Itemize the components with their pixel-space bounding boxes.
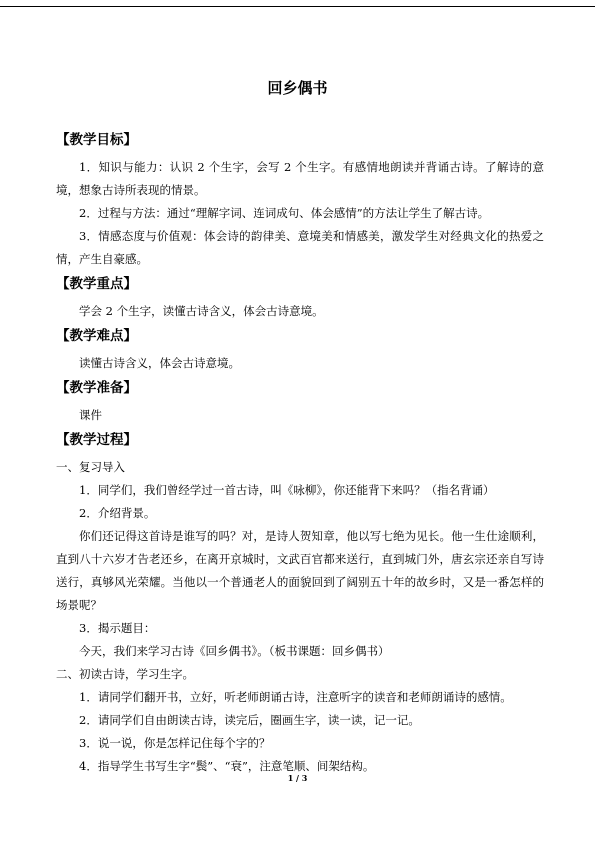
process-part1-title: 一、复习导入 [56, 460, 125, 474]
process-part1-item-3: 你们还记得这首诗是谁写的吗？对，是诗人贺知章，他以写七绝为见长。他一生仕途顺利，直到八十六岁才告老还乡，在离开京城时，文武百官都来送行，直到城门外，唐玄宗还亲自写诗送行，真够风光荣耀。当他以一个普通老人的面貌回到了阔别五十年的故乡时，又是一番怎样的场景呢？ [56, 529, 544, 612]
document-body [56, 130, 544, 778]
page-number: 1 / 3 [287, 773, 308, 783]
header-rule [0, 6, 595, 7]
process-part2-item-1: 1．请同学们翻开书，立好，听老师朗诵古诗，注意听字的读音和老师朗诵诗的感情。 [79, 690, 512, 704]
heading-key-points: 【教学重点】 [56, 276, 137, 292]
heading-goals: 【教学目标】 [56, 132, 137, 148]
heading-difficulties: 【教学难点】 [56, 328, 137, 344]
process-part2-title: 二、初读古诗，学习生字。 [56, 667, 194, 681]
heading-process: 【教学过程】 [56, 432, 137, 448]
process-part1-item-1: 1．同学们，我们曾经学过一首古诗，叫《咏柳》，你还能背下来吗？（指名背诵） [79, 483, 495, 497]
process-part2-item-4: 4．指导学生书写生字“鬓”、“衰”，注意笔顺、间架结构。 [79, 759, 375, 773]
page-title: 回乡偶书 [267, 79, 328, 97]
process-part1-item-4: 3．揭示题目： [79, 621, 156, 635]
preparation-text: 课件 [79, 408, 102, 422]
process-part1-item-2: 2．介绍背景。 [79, 506, 156, 520]
process-part2-item-3: 3．说一说，你是怎样记住每个字的？ [79, 736, 271, 750]
goal-item-1: 1．知识与能力：认识 2 个生字，会写 2 个生字。有感情地朗读并背诵古诗。了解诗的意境，想象古诗所表现的情景。 [56, 160, 544, 197]
heading-preparation: 【教学准备】 [56, 380, 137, 396]
goal-item-2: 2．过程与方法：通过“理解字词、连词成句、体会感情”的方法让学生了解古诗。 [79, 206, 490, 220]
process-part1-item-5: 今天，我们来学习古诗《回乡偶书》。（板书课题：回乡偶书） [79, 644, 390, 658]
difficulties-text: 读懂古诗含义，体会古诗意境。 [79, 356, 240, 370]
key-points-text: 学会 2 个生字，读懂古诗含义，体会古诗意境。 [79, 304, 324, 318]
goal-item-3: 3．情感态度与价值观：体会诗的韵律美、意境美和情感美，激发学生对经典文化的热爱之情，产生自豪感。 [56, 229, 544, 266]
process-part2-item-2: 2．请同学们自由朗读古诗，读完后，圈画生字，读一读，记一记。 [79, 713, 420, 727]
